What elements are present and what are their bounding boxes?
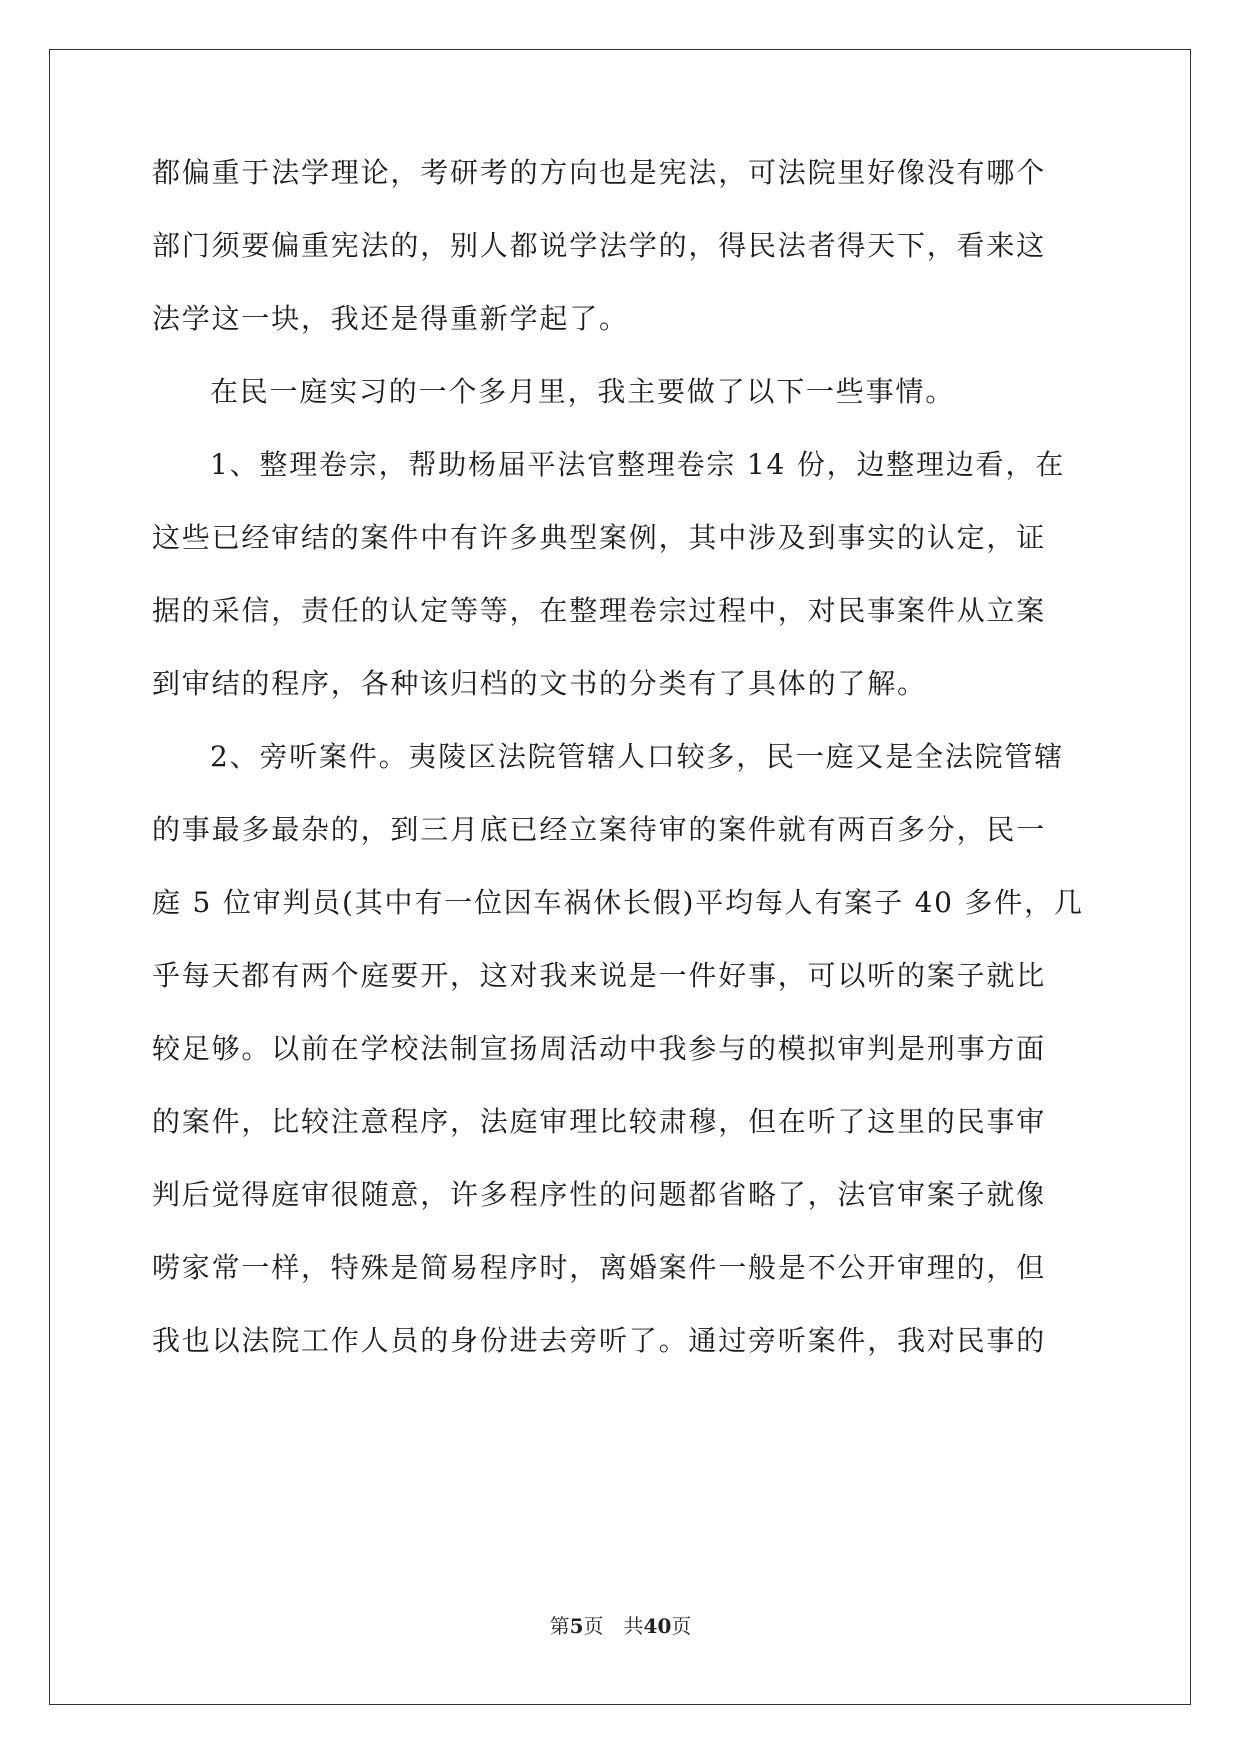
paragraph-line: 在民一庭实习的一个多月里，我主要做了以下一些事情。: [210, 375, 956, 408]
paragraph-line: 乎每天都有两个庭要开，这对我来说是一件好事，可以听的案子就比: [152, 959, 1047, 992]
paragraph-line: 据的采信，责任的认定等等，在整理卷宗过程中，对民事案件从立案: [152, 594, 1047, 627]
paragraph-line: 1、整理卷宗，帮助杨届平法官整理卷宗 14 份，边整理边看，在: [210, 448, 1066, 481]
paragraph-line: 都偏重于法学理论，考研考的方向也是宪法，可法院里好像没有哪个: [152, 156, 1047, 189]
footer-total-prefix: 共: [623, 1614, 644, 1638]
paragraph-line: 判后觉得庭审很随意，许多程序性的问题都省略了，法官审案子就像: [152, 1178, 1047, 1211]
paragraph-line: 2、旁听案件。夷陵区法院管辖人口较多，民一庭又是全法院管辖: [210, 740, 1065, 773]
paragraph-line: 唠家常一样，特殊是简易程序时，离婚案件一般是不公开审理的，但: [152, 1251, 1047, 1284]
footer-page-prefix: 第: [549, 1614, 570, 1638]
total-pages-number: 40: [643, 1614, 672, 1638]
paragraph-line: 我也以法院工作人员的身份进去旁听了。通过旁听案件，我对民事的: [152, 1324, 1047, 1357]
paragraph-line: 的事最多最杂的，到三月底已经立案待审的案件就有两百多分，民一: [152, 813, 1047, 846]
paragraph-line: 法学这一块，我还是得重新学起了。: [152, 302, 629, 335]
paragraph-line: 的案件，比较注意程序，法庭审理比较肃穆，但在听了这里的民事审: [152, 1105, 1047, 1138]
paragraph-line: 到审结的程序，各种该归档的文书的分类有了具体的了解。: [152, 667, 927, 700]
paragraph-line: 部门须要偏重宪法的，别人都说学法学的，得民法者得天下，看来这: [152, 229, 1047, 262]
current-page-number: 5: [569, 1614, 584, 1638]
paragraph-line: 这些已经审结的案件中有许多典型案例，其中涉及到事实的认定，证: [152, 521, 1047, 554]
paragraph-line: 较足够。以前在学校法制宣扬周活动中我参与的模拟审判是刑事方面: [152, 1032, 1047, 1065]
page-border: [49, 49, 1191, 1705]
paragraph-line: 庭 5 位审判员(其中有一位因车祸休长假)平均每人有案子 40 多件，几: [152, 886, 1084, 919]
footer-total-suffix: 页: [671, 1614, 692, 1638]
footer-page-suffix: 页: [583, 1614, 604, 1638]
page-footer: [0, 1614, 1241, 1638]
